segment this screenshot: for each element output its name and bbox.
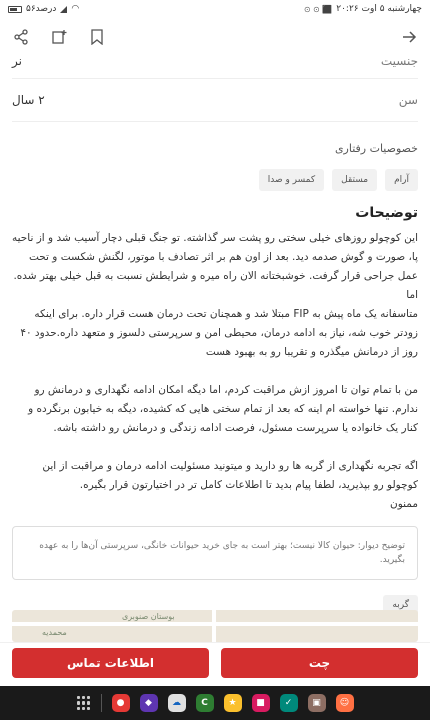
app-red-icon[interactable]: ●	[112, 694, 130, 712]
platform-note: توضیح دیوار: حیوان کالا نیست؛ بهتر است به جای خرید حیوانات خانگی، سرپرستی آن‌ها را به عهده بگیرید.	[12, 526, 418, 580]
behavior-chips	[0, 169, 430, 191]
map-road	[212, 610, 216, 642]
action-bar	[0, 642, 430, 686]
app-photo-icon[interactable]: ▣	[308, 694, 326, 712]
map-label: بوستان صنوبری	[122, 612, 175, 621]
app-grid-icon[interactable]	[77, 696, 91, 710]
back-arrow-icon[interactable]	[400, 28, 418, 46]
app-cloud-icon[interactable]: ☁	[168, 694, 186, 712]
description-title: توضیحات	[355, 205, 418, 221]
battery-icon	[8, 6, 22, 13]
bookmark-icon[interactable]	[88, 28, 106, 46]
divider	[12, 121, 418, 122]
behavior-label: خصوصیات رفتاری	[334, 142, 418, 155]
gender-label: جنسیت	[380, 56, 418, 68]
behavior-chip: آرام	[385, 169, 418, 191]
app-pink-icon[interactable]: ■	[252, 694, 270, 712]
behavior-chip: مستقل	[332, 169, 377, 191]
age-row	[0, 89, 430, 111]
description-paragraph: این کوچولو روزهای خیلی سختی رو پشت سر گذاشته. تو جنگ قبلی دچار آسیب شد و از ناحیه پا، صورت و گوش صدمه دید. بعد از اون هم بر اثر تصادف با موتور، لگنش شکست و تحت عمل جراحی قرار گرفت. خوشبختانه الان راه میره و شرایطش نسبت به قبل خیلی بهتر شده.	[11, 232, 418, 282]
app-compass-icon[interactable]: ◆	[140, 694, 158, 712]
app-teal-icon[interactable]: ✓	[280, 694, 298, 712]
category-tag[interactable]: گربه	[383, 595, 418, 615]
add-note-icon[interactable]	[50, 28, 68, 46]
battery-percent: ۵۶درصد	[26, 4, 57, 14]
age-value: ۲ سال	[12, 93, 45, 107]
description-paragraph: اگه تجربه نگهداری از گربه ها رو دارید و میتونید مسئولیت ادامه درمان و مراقبت از این کوچولو رو بپذیرید، لطفا پیام بدید تا اطلاعات کامل تر در اختیارتون قرار بگیره.	[42, 460, 418, 491]
description-paragraph: متاسفانه یک ماه پیش به FIP مبتلا شد و همچنان تحت درمان هست قرار داره. برای اینکه زودتر خوب شه، نیاز به ادامه درمان، محیطی امن و سرپرستی دلسوز و متعهد داره.حدود ۴۰ روز از درمانش میگذره و تقریبا رو به بهبود هست	[20, 308, 418, 358]
behavior-chip: کمسر و صدا	[259, 169, 324, 191]
app-kids-icon[interactable]: ☺	[336, 694, 354, 712]
contact-info-button[interactable]: اطلاعات تماس	[12, 648, 209, 678]
map-label: محمدیه	[42, 628, 67, 637]
status-bar	[0, 0, 430, 18]
location-map[interactable]	[12, 610, 418, 642]
share-icon[interactable]	[12, 28, 30, 46]
chat-button[interactable]: چت	[221, 648, 418, 678]
divider	[12, 78, 418, 79]
signal-icon	[60, 6, 67, 13]
app-toolbar	[0, 18, 430, 56]
gender-value: نر	[12, 56, 22, 68]
age-label: سن	[398, 93, 418, 107]
wifi-icon: ◠	[71, 4, 80, 14]
app-dock	[0, 686, 430, 720]
description-paragraph: ممنون	[390, 498, 418, 510]
app-green-c-icon[interactable]: C	[196, 694, 214, 712]
gender-row	[0, 56, 430, 72]
notification-icons: ⊙ ⊙ ⬛	[303, 4, 333, 14]
status-time-date: چهارشنبه ۵ اوت ۲۰:۲۶	[336, 4, 422, 14]
app-yellow-icon[interactable]: ★	[224, 694, 242, 712]
description-paragraph: اما	[406, 289, 418, 301]
description-paragraph: من با تمام توان تا امروز ازش مراقبت کردم، اما دیگه امکان ادامه نگهداری و درمانش رو ندارم. تنها خواسته ام اینه که بعد از تمام سختی هایی که کشیده، دیگه به خیابون برنگرده و کنار یک خانواده یا سرپرست مسئول، فرصت ادامه زندگی و درمانش رو داشته باشه.	[28, 384, 418, 434]
listing-content[interactable]	[0, 56, 430, 642]
dock-separator	[101, 694, 102, 712]
